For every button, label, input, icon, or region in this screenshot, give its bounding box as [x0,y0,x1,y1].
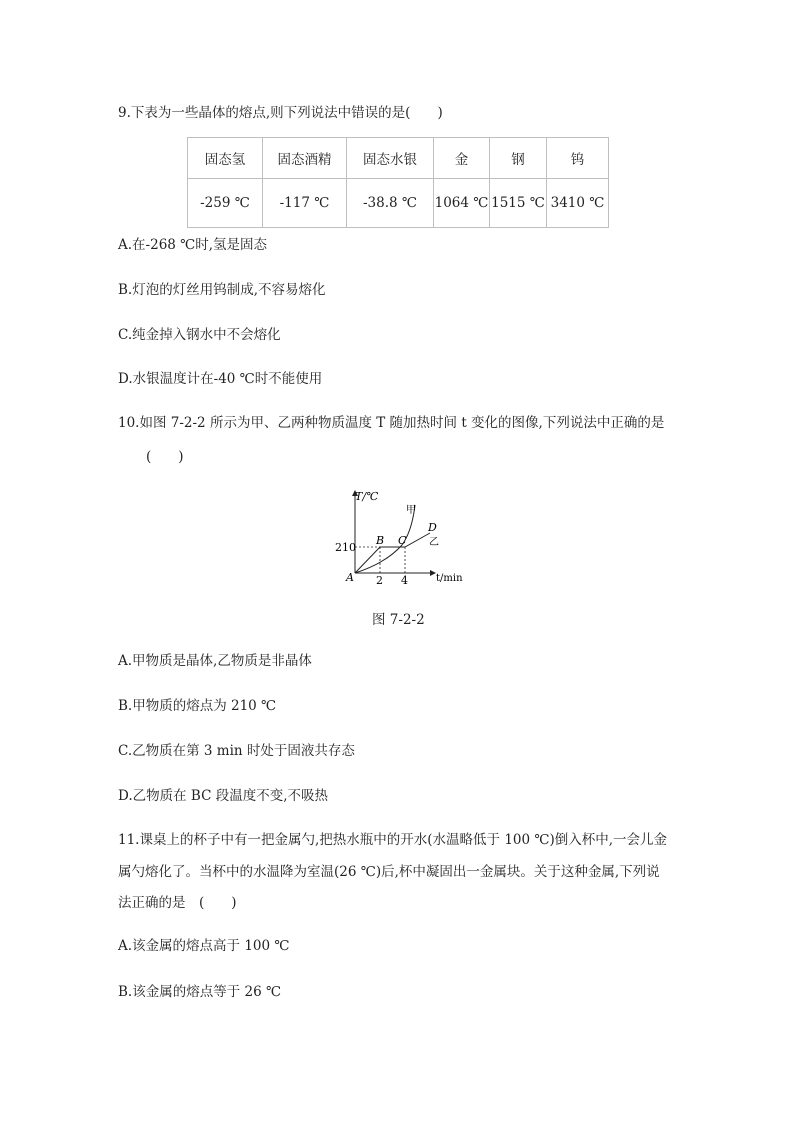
figure-caption: 图 7-2-2 [372,612,425,628]
table-header-row [188,138,609,179]
q11-stem-line-1: 11.课桌上的杯子中有一把金属勺,把热水瓶中的开水(水温略低于 100 ℃)倒入杯中,一会儿金 [118,832,668,848]
table-cell: 1515 ℃ [490,179,547,228]
curve-yi [355,533,430,573]
x-tick-2: 2 [376,574,383,587]
q11-stem-line-2: 属勺熔化了。当杯中的水温降为室温(26 ℃)后,杯中凝固出一金属块。关于这种金属,下列说 [118,864,660,880]
melting-point-table [187,137,609,228]
q10-stem: 10.如图 7-2-2 所示为甲、乙两种物质温度 T 随加热时间 t 变化的图像,下列说法中正确的是 [118,415,665,431]
curve-label-yi: 乙 [429,537,439,548]
q9-stem: 9.下表为一些晶体的熔点,则下列说法中错误的是( ) [118,105,443,121]
point-label-a: A [346,571,354,584]
point-label-b: B [376,534,385,547]
q11-option-b: B.该金属的熔点等于 26 ℃ [118,984,282,1000]
q9-option-b: B.灯泡的灯丝用钨制成,不容易熔化 [118,282,326,298]
table-header-cell: 钢 [490,138,547,179]
table-header-cell: 金 [434,138,490,179]
curve-label-jia: 甲 [406,505,416,516]
table-cell: -117 ℃ [263,179,347,228]
table-cell: 1064 ℃ [434,179,490,228]
table-header-cell: 固态酒精 [263,138,347,179]
x-axis-label: t/min [436,573,463,584]
x-tick-4: 4 [401,574,408,587]
q10-option-a: A.甲物质是晶体,乙物质是非晶体 [118,653,312,669]
q11-option-a: A.该金属的熔点高于 100 ℃ [118,938,290,954]
q9-option-a: A.在-268 ℃时,氢是固态 [118,237,268,253]
table-header-cell: 固态水银 [347,138,434,179]
table-header-cell: 钨 [547,138,609,179]
q10-option-d: D.乙物质在 BC 段温度不变,不吸热 [118,788,329,804]
y-tick-210: 210 [335,541,356,554]
table-header-cell: 固态氢 [188,138,263,179]
q9-option-d: D.水银温度计在-40 ℃时不能使用 [118,371,323,387]
table-row [188,179,609,228]
q11-stem-line-3: 法正确的是 ( ) [118,895,237,911]
table-cell: -38.8 ℃ [347,179,434,228]
q9-option-c: C.纯金掉入钢水中不会熔化 [118,327,281,343]
table-cell: -259 ℃ [188,179,263,228]
q10-option-c: C.乙物质在第 3 min 时处于固液共存态 [118,743,355,759]
table-cell: 3410 ℃ [547,179,609,228]
temperature-time-graph [330,485,470,590]
point-label-c: C [398,534,407,547]
y-axis-label: T/℃ [355,490,379,503]
point-label-d: D [428,521,437,534]
q10-option-b: B.甲物质的熔点为 210 ℃ [118,698,277,714]
q10-answer-blank: ( ) [146,449,184,465]
